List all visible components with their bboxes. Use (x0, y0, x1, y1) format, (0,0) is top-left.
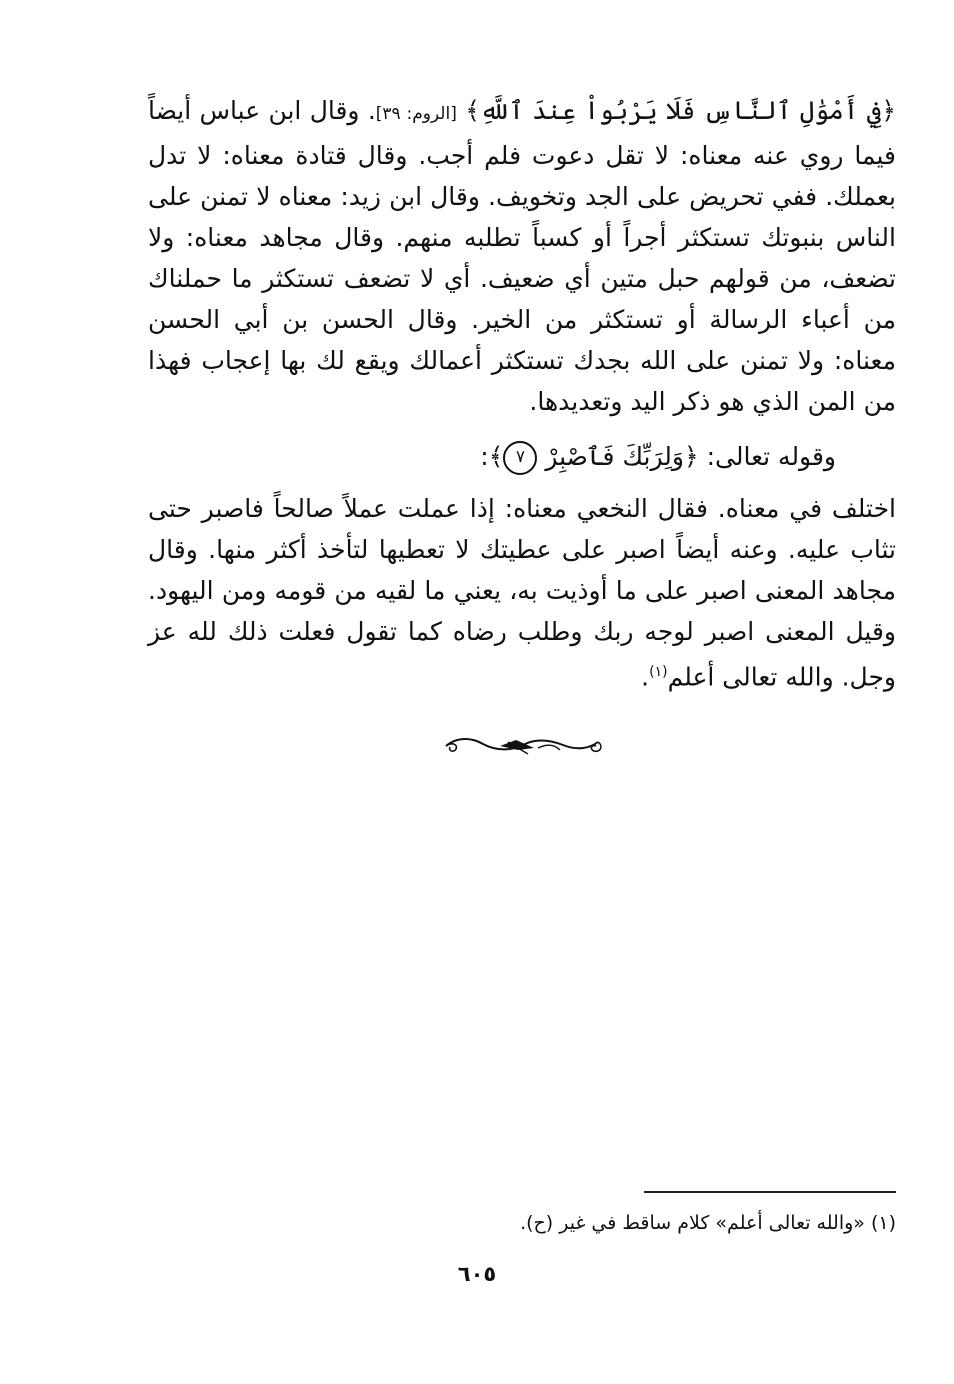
paragraph-1-text: . وقال ابن عباس أيضاً فيما روي عنه معناه: لا تقل دعوت فلم أجب. وقال قتادة معناه: لا تدل بعملك. ففي تحريض على الجد وتخويف. وقال ابن زيد: معناه لا تمنن على الناس بنبوتك تستكثر أجراً أو كسباً تطلبه منهم. وقال مجاهد معناه: ولا تضعف، من قولهم حبل متين أي ضعيف. أي لا تضعف تستكثر ما حملناك من أعباء الرسالة أو تستكثر من الخير. وقال الحسن بن أبي الحسن معناه: ولا تمنن على الله بجدك تستكثر أعمالك ويقع لك بها إعجاب فهذا من المن الذي هو ذكر اليد وتعديدها. (148, 96, 896, 416)
quran-close-bracket: ﴾ (465, 96, 480, 125)
paragraph-1 (148, 90, 896, 422)
ornament-divider-icon (438, 728, 608, 764)
footnote-text: (١) «والله تعالى أعلم» كلام ساقط في غير (ح). (520, 1212, 896, 1234)
verse-heading-suffix: : (480, 442, 489, 471)
quran-open-bracket: ﴿ (683, 442, 699, 471)
footnote (520, 1209, 896, 1237)
verse-heading-prefix: وقوله تعالى: (706, 442, 836, 471)
footnote-separator (644, 1191, 896, 1193)
paragraph-2 (148, 488, 896, 697)
verse-number-medallion (503, 441, 537, 475)
verse-heading (480, 436, 836, 477)
footnote-marker: (١) (649, 664, 668, 680)
verse-number: ٧ (515, 447, 525, 467)
quran-open-bracket: ﴿ (881, 96, 897, 125)
quran-fragment: فِي أَمْوَٰلِ ٱلنَّاسِ فَلَا يَرْبُواْ عِندَ ٱللَّهِ (479, 96, 882, 125)
verse-text: وَلِرَبِّكَ فَٱصْبِرْ (545, 442, 684, 471)
quran-reference: [الروم: ٣٩] (375, 104, 457, 124)
quran-close-bracket: ﴾ (488, 442, 504, 471)
paragraph-2-text: اختلف في معناه. فقال النخعي معناه: إذا عملت عملاً صالحاً فاصبر حتى تثاب عليه. وعنه أيضاً اصبر على عطيتك لا تعطيها لتأخذ أكثر منها. وقال مجاهد المعنى اصبر على ما أوذيت به، يعني ما لقيه من قومه ومن اليهود. وقيل المعنى اصبر لوجه ربك وطلب رضاه كما تقول فعلت ذلك لله عز وجل. والله تعالى أعلم (148, 494, 896, 692)
page-number: ٦٠٥ (457, 1262, 497, 1286)
paragraph-2-end: . (641, 662, 650, 692)
